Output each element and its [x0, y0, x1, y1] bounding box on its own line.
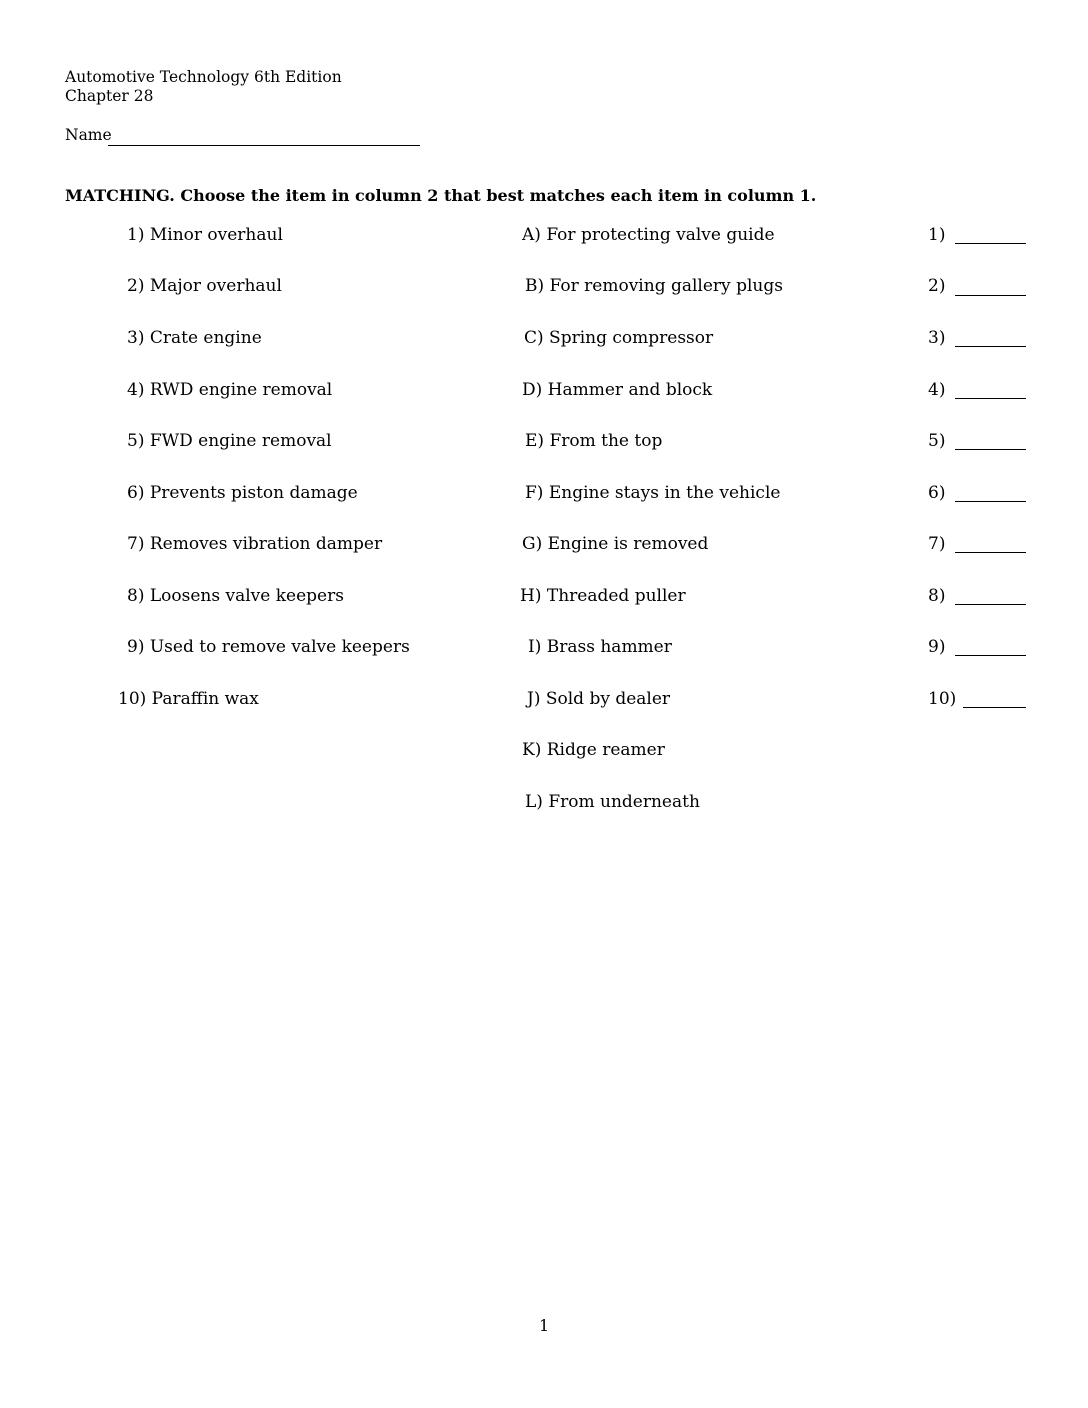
answer-blank[interactable]: [955, 449, 1026, 450]
column1-item: 5) FWD engine removal: [127, 431, 332, 451]
column1-item: 7) Removes vibration damper: [127, 534, 383, 554]
answer-blank[interactable]: [955, 552, 1026, 553]
column2-item: G) Engine is removed: [522, 534, 709, 554]
column2-item: D) Hammer and block: [522, 380, 713, 400]
column2-item: I) Brass hammer: [528, 637, 672, 657]
answer-number: 10): [928, 689, 957, 709]
column2-item: H) Threaded puller: [520, 586, 686, 606]
column2-item: L) From underneath: [525, 792, 700, 812]
answer-number: 9): [928, 637, 946, 657]
answer-blank[interactable]: [963, 707, 1026, 708]
column2-item: A) For protecting valve guide: [522, 225, 775, 245]
column2-item: K) Ridge reamer: [522, 740, 665, 760]
answer-number: 5): [928, 431, 946, 451]
column1-item: 3) Crate engine: [127, 328, 262, 348]
column1-item: 1) Minor overhaul: [127, 225, 283, 245]
answer-number: 2): [928, 276, 946, 296]
answer-number: 8): [928, 586, 946, 606]
column2-item: B) For removing gallery plugs: [525, 276, 783, 296]
answer-blank[interactable]: [955, 604, 1026, 605]
column1-item: 2) Major overhaul: [127, 276, 282, 296]
answer-blank[interactable]: [955, 655, 1026, 656]
column2-item: C) Spring compressor: [524, 328, 714, 348]
page-number: 1: [539, 1316, 550, 1335]
answer-number: 4): [928, 380, 946, 400]
answer-number: 1): [928, 225, 946, 245]
answer-blank[interactable]: [955, 346, 1026, 347]
column1-item: 10) Paraffin wax: [118, 689, 259, 709]
name-input-line[interactable]: [108, 145, 420, 146]
instructions: MATCHING. Choose the item in column 2 that best matches each item in column 1.: [65, 186, 817, 205]
column2-item: J) Sold by dealer: [527, 689, 671, 709]
answer-number: 3): [928, 328, 946, 348]
answer-blank[interactable]: [955, 398, 1026, 399]
column1-item: 9) Used to remove valve keepers: [127, 637, 410, 657]
column1-item: 6) Prevents piston damage: [127, 483, 358, 503]
column1-item: 8) Loosens valve keepers: [127, 586, 344, 606]
name-label: Name: [65, 126, 112, 144]
book-title: Automotive Technology 6th Edition: [65, 68, 342, 86]
answer-blank[interactable]: [955, 501, 1026, 502]
column1-item: 4) RWD engine removal: [127, 380, 333, 400]
answer-blank[interactable]: [955, 295, 1026, 296]
column2-item: E) From the top: [525, 431, 663, 451]
answer-number: 6): [928, 483, 946, 503]
answer-number: 7): [928, 534, 946, 554]
column2-item: F) Engine stays in the vehicle: [525, 483, 781, 503]
answer-blank[interactable]: [955, 243, 1026, 244]
chapter-label: Chapter 28: [65, 87, 154, 105]
